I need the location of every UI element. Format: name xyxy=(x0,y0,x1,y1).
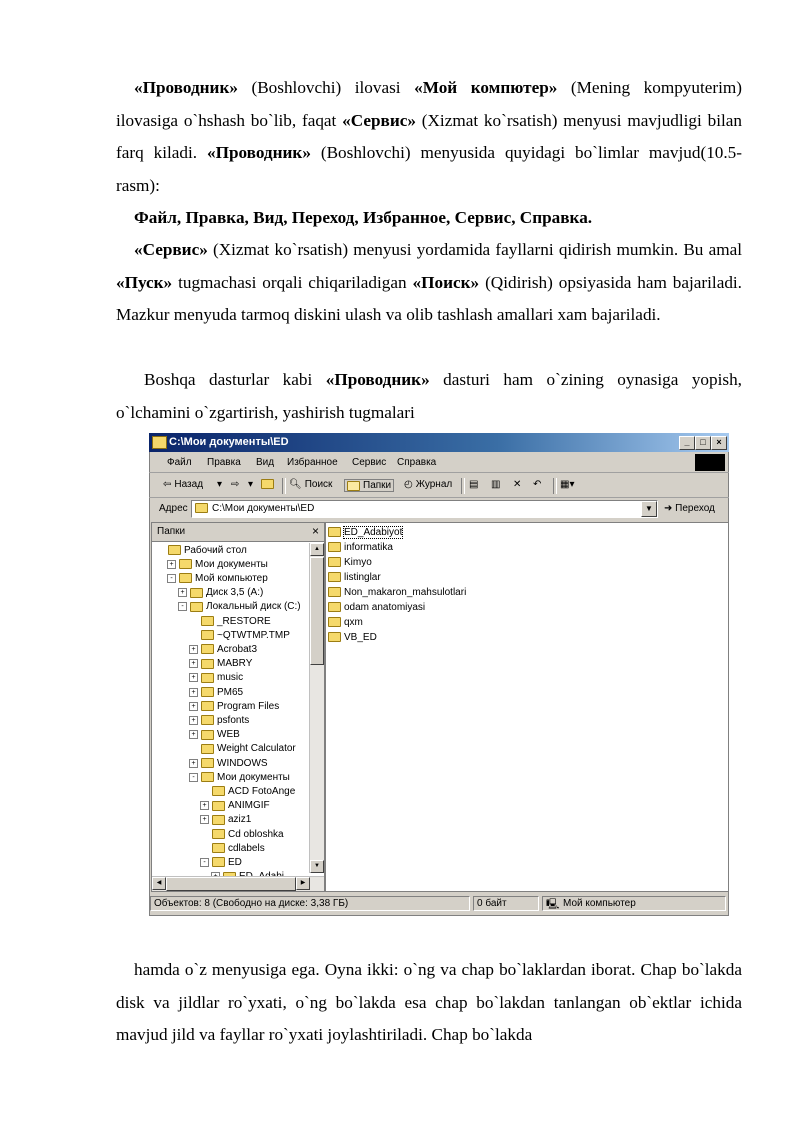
tree-item-label: Локальный диск (C:) xyxy=(206,601,301,613)
tree-item[interactable] xyxy=(189,657,252,671)
status-location xyxy=(542,896,726,911)
history-label: Журнал xyxy=(415,479,453,490)
collapse-icon[interactable]: - xyxy=(189,773,198,782)
status-size: 0 байт xyxy=(473,896,539,911)
file-list-item[interactable] xyxy=(328,630,377,644)
tree-item[interactable] xyxy=(189,756,268,770)
collapse-icon[interactable]: - xyxy=(178,602,187,611)
address-value: C:\Мои документы\ED xyxy=(212,503,315,514)
computer-icon: 🖳 xyxy=(546,899,560,910)
tree-item[interactable] xyxy=(189,742,296,756)
minimize-button[interactable]: _ xyxy=(679,436,695,450)
tree-item[interactable] xyxy=(189,628,290,642)
text-span: (Mening kompyuterim) ilovasiga o`hshash bo`lib, faqat xyxy=(116,78,742,130)
tree-item-label: ANIMGIF xyxy=(228,800,270,812)
tree-item-label: ED xyxy=(228,856,242,868)
history-button[interactable] xyxy=(404,479,452,490)
horizontal-scrollbar[interactable] xyxy=(152,876,324,891)
status-bar xyxy=(149,894,729,914)
go-button[interactable] xyxy=(664,503,715,514)
tree-item[interactable] xyxy=(189,713,249,727)
file-name: qxm xyxy=(344,616,363,628)
history-icon: ◴ xyxy=(404,479,413,490)
folder-icon xyxy=(179,559,192,569)
collapse-icon[interactable]: - xyxy=(167,574,176,583)
term-provodnik: «Проводник» xyxy=(134,78,238,97)
term-servis: «Сервис» xyxy=(342,110,416,130)
back-button[interactable] xyxy=(163,479,203,490)
folder-icon xyxy=(201,715,214,725)
tree-item-label: WINDOWS xyxy=(217,757,268,769)
explorer-window xyxy=(149,433,729,916)
folder-icon xyxy=(195,503,208,513)
term-pusk: «Пуск» xyxy=(116,272,173,292)
tree-item-label: cdlabels xyxy=(228,842,265,854)
tree-item[interactable] xyxy=(178,586,263,600)
expand-icon[interactable]: + xyxy=(200,801,209,810)
tree-item[interactable] xyxy=(189,614,271,628)
window-title: C:\Мои документы\ED xyxy=(169,436,289,448)
tree-item-label: aziz1 xyxy=(228,814,252,826)
toolbar-separator xyxy=(553,478,557,494)
back-label: Назад xyxy=(174,479,204,490)
tree-item-label: WEB xyxy=(217,729,240,741)
folders-pane-header xyxy=(152,523,324,542)
folder-icon xyxy=(190,602,203,612)
text-span: (Boshlovchi) ilovasi xyxy=(237,78,415,97)
scroll-up-icon[interactable]: ▲ xyxy=(310,543,324,556)
file-name: odam anatomiyasi xyxy=(344,601,426,613)
tree-item[interactable] xyxy=(189,685,243,699)
tree-item-label: Диск 3,5 (A:) xyxy=(206,587,264,599)
go-arrow-icon: ➜ xyxy=(664,503,673,514)
windows-logo-icon xyxy=(695,454,725,471)
tree-item[interactable] xyxy=(189,699,279,713)
paragraph-5 xyxy=(116,954,742,1052)
folder-icon xyxy=(168,545,181,555)
tree-item[interactable] xyxy=(189,728,240,742)
folder-icon xyxy=(328,602,341,612)
menu-edit[interactable]: Правка xyxy=(207,457,241,468)
term-poisk: «Поиск» xyxy=(412,272,480,292)
move-to-icon[interactable]: ▤ xyxy=(469,479,479,490)
expand-icon[interactable]: + xyxy=(178,588,187,597)
folder-icon xyxy=(328,527,341,537)
file-list-item[interactable] xyxy=(328,555,372,569)
maximize-button[interactable]: □ xyxy=(695,436,711,450)
tree-item-label: ACD FotoAnge xyxy=(228,785,296,797)
folder-icon xyxy=(328,557,341,567)
address-bar xyxy=(149,499,729,519)
term-servis: «Сервис» xyxy=(134,240,208,259)
address-label: Адрес xyxy=(159,503,188,514)
menu-view[interactable]: Вид xyxy=(256,457,275,468)
folder-icon xyxy=(201,772,214,782)
expand-icon[interactable]: + xyxy=(189,759,198,768)
menu-favorites[interactable]: Избранное xyxy=(287,457,338,468)
text-span: tugmachasi orqali chiqariladigan xyxy=(172,272,413,292)
text-span: (Boshlovchi) menyusida quyidagi bo`limlar mavjud(10.5-rasm): xyxy=(116,143,743,195)
tree-item[interactable] xyxy=(167,571,268,585)
toolbar xyxy=(149,475,729,498)
status-objects: Объектов: 8 (Свободно на диске: 3,38 ГБ) xyxy=(150,896,470,911)
vertical-scrollbar[interactable] xyxy=(309,543,324,873)
go-label: Переход xyxy=(675,503,715,514)
menu-file[interactable]: Файл xyxy=(167,457,192,468)
folder-icon xyxy=(328,617,341,627)
folders-pane xyxy=(151,522,325,892)
undo-icon[interactable]: ↶ xyxy=(533,479,542,490)
expand-icon[interactable]: + xyxy=(189,702,198,711)
tree-item-label: PM65 xyxy=(217,686,244,698)
tree-item-label: Мои документы xyxy=(195,558,268,570)
file-name: VB_ED xyxy=(344,631,377,643)
term-provodnik-2: «Проводник» xyxy=(206,143,311,162)
tree-item[interactable] xyxy=(200,799,270,813)
expand-icon[interactable]: + xyxy=(189,716,198,725)
text-span: (Qidirish) opsiyasida ham bajariladi. Mazkur menyuda tarmoq diskini ulash va olib tashlash amallari xam bajariladi. xyxy=(116,272,742,324)
tree-item-label: Acrobat3 xyxy=(217,643,258,655)
expand-icon[interactable]: + xyxy=(189,659,198,668)
file-name: Kimyo xyxy=(344,556,372,568)
menu-tools[interactable]: Сервис xyxy=(352,457,387,468)
scroll-thumb[interactable] xyxy=(166,877,296,891)
tree-item[interactable] xyxy=(189,671,243,685)
copy-to-icon[interactable]: ▥ xyxy=(491,479,501,490)
folders-button[interactable] xyxy=(344,479,394,492)
up-folder-icon[interactable] xyxy=(261,479,274,489)
text-span: hamda o`z menyusiga ega. Oyna ikki: o`ng va chap bo`laklardan iborat. Chap bo`lakda disk va jildlar ro`yxati, o`ng bo`lakda esa chap bo`lakdan tanlangan ob`ektlar ichida mavjud jild va fayllar ro`yxati joylashtiriladi. Chap bo`lakda xyxy=(116,960,742,1044)
tree-item-label: ~QTWTMP.TMP xyxy=(217,629,290,641)
folder-icon xyxy=(179,573,192,583)
tree-item-label: _RESTORE xyxy=(217,615,271,627)
tree-item[interactable] xyxy=(178,600,301,614)
expand-icon[interactable]: + xyxy=(167,560,176,569)
folder-icon xyxy=(201,630,214,640)
folder-icon xyxy=(328,542,341,552)
paragraph-1 xyxy=(116,72,742,202)
file-list-item[interactable] xyxy=(328,525,402,539)
tree-item-label: music xyxy=(217,672,244,684)
scroll-right-icon[interactable]: ▶ xyxy=(296,877,310,890)
paragraph-4 xyxy=(116,364,742,429)
expand-icon[interactable]: + xyxy=(189,688,198,697)
folder-icon xyxy=(201,744,214,754)
close-button[interactable]: × xyxy=(711,436,727,450)
folder-icon xyxy=(328,587,341,597)
file-list-item[interactable] xyxy=(328,600,425,614)
folder-icon xyxy=(152,436,167,449)
folder-icon xyxy=(212,857,225,867)
menu-list-text: Файл, Правка, Вид, Переход, Избранное, Сервис, Справка. xyxy=(134,208,593,227)
folder-icon xyxy=(328,632,341,642)
views-icon[interactable]: ▦▾ xyxy=(560,479,575,490)
menu-list-paragraph xyxy=(116,202,742,235)
file-list-item[interactable] xyxy=(328,540,393,554)
tree-item[interactable] xyxy=(200,813,251,827)
folder-tree xyxy=(152,543,308,873)
tree-item-label: Мои документы xyxy=(217,771,290,783)
tree-item[interactable] xyxy=(200,855,242,869)
tree-item-label: Program Files xyxy=(217,700,280,712)
folder-icon xyxy=(201,701,214,711)
folder-icon xyxy=(212,815,225,825)
text-span: (Xizmat ko`rsatish) menyusi yordamida fayllarni qidirish mumkin. Bu amal xyxy=(207,240,742,259)
search-icon: 🔍︎ xyxy=(289,479,302,490)
folder-icon xyxy=(201,644,214,654)
delete-icon[interactable]: ✕ xyxy=(513,479,522,490)
expand-icon[interactable]: + xyxy=(200,815,209,824)
folder-icon xyxy=(190,588,203,598)
tree-item-label: psfonts xyxy=(217,714,250,726)
tree-item-label: MABRY xyxy=(217,658,253,670)
folder-icon xyxy=(347,481,360,491)
file-name: ED_Adabiyot xyxy=(344,526,403,538)
folder-icon xyxy=(328,572,341,582)
folder-icon xyxy=(201,673,214,683)
file-name: informatika xyxy=(344,541,393,553)
tree-item[interactable] xyxy=(156,543,247,557)
tree-item[interactable] xyxy=(200,827,284,841)
term-moy-kompyuter: «Мой компютер» xyxy=(414,78,558,97)
back-arrow-icon: ⇦ xyxy=(163,479,172,490)
file-list-item[interactable] xyxy=(328,570,381,584)
file-name: Non_makaron_mahsulotlari xyxy=(344,586,467,598)
folder-icon xyxy=(212,801,225,811)
file-list-item[interactable] xyxy=(328,585,466,599)
folder-icon xyxy=(212,843,225,853)
toolbar-separator xyxy=(282,478,286,494)
forward-dropdown[interactable]: ▾ xyxy=(248,479,254,490)
back-dropdown[interactable]: ▾ xyxy=(217,479,223,490)
term-provodnik: «Проводник» xyxy=(325,370,430,389)
tree-item-label: Weight Calculator xyxy=(217,743,296,755)
menu-bar xyxy=(149,453,729,473)
expand-icon[interactable]: + xyxy=(189,673,198,682)
folders-label: Папки xyxy=(363,480,392,491)
folder-icon xyxy=(201,616,214,626)
expand-icon[interactable]: + xyxy=(189,645,198,654)
text-span: Boshqa dasturlar kabi xyxy=(144,370,326,389)
close-icon[interactable]: × xyxy=(311,524,319,538)
chevron-down-icon[interactable]: ▼ xyxy=(641,501,657,517)
folder-icon xyxy=(201,659,214,669)
tree-item[interactable] xyxy=(200,841,265,855)
toolbar-separator xyxy=(461,478,465,494)
folder-icon xyxy=(201,758,214,768)
scroll-thumb[interactable] xyxy=(310,557,324,665)
title-bar[interactable] xyxy=(149,433,729,452)
address-input[interactable] xyxy=(191,500,658,518)
tree-item[interactable] xyxy=(167,557,268,571)
tree-item-label: Мой компьютер xyxy=(195,572,268,584)
forward-button[interactable]: ⇨ xyxy=(231,479,240,490)
folder-icon xyxy=(201,687,214,697)
folder-icon xyxy=(201,730,214,740)
expand-icon[interactable]: + xyxy=(189,730,198,739)
tree-item[interactable] xyxy=(189,770,290,784)
tree-item-label: Cd obloshka xyxy=(228,828,284,840)
file-list-item[interactable] xyxy=(328,615,363,629)
tree-item[interactable] xyxy=(189,642,257,656)
file-name: listinglar xyxy=(344,571,381,583)
search-button[interactable] xyxy=(289,479,332,490)
text-span: (Xizmat ko`rsatish) menyusi mavjudligi bilan farq kiladi. xyxy=(116,110,742,162)
paragraph-3 xyxy=(116,234,742,332)
folders-pane-title: Папки xyxy=(157,526,186,537)
file-list-pane xyxy=(325,522,729,892)
scroll-down-icon[interactable]: ▼ xyxy=(310,860,324,873)
search-label: Поиск xyxy=(304,479,333,490)
text-span: dasturi ham o`zining oynasiga yopish, o`lchamini o`zgartirish, yashirish tugmalari xyxy=(116,370,742,422)
tree-item-label: Рабочий стол xyxy=(184,544,247,556)
collapse-icon[interactable]: - xyxy=(200,858,209,867)
status-location-label: Мой компьютер xyxy=(563,898,636,909)
menu-help[interactable]: Справка xyxy=(397,457,437,468)
tree-item[interactable] xyxy=(200,784,295,798)
folder-icon xyxy=(212,786,225,796)
folder-icon xyxy=(212,829,225,839)
scroll-left-icon[interactable]: ◀ xyxy=(152,877,166,890)
